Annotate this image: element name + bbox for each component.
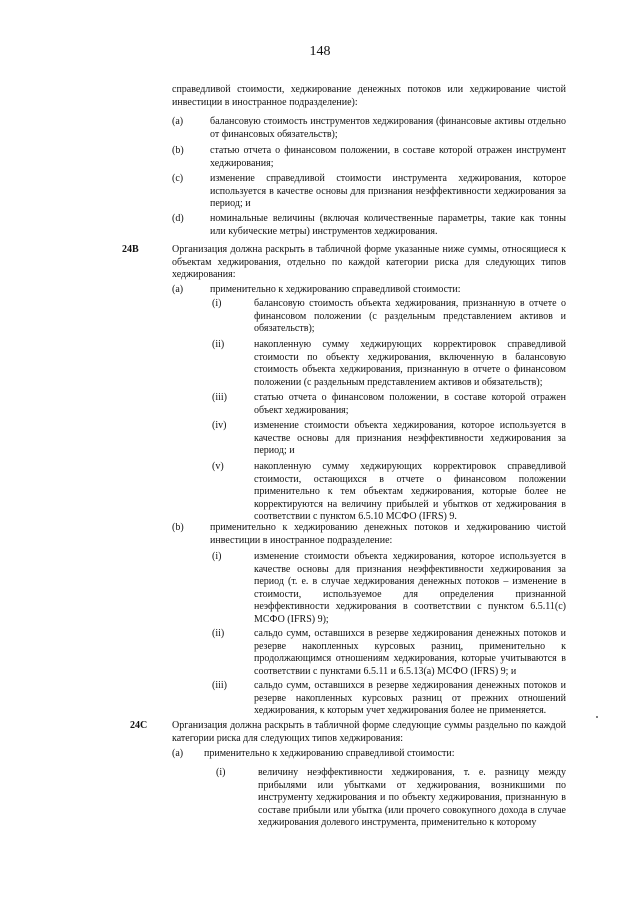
p24b-a-item-iii: статью отчета о финансовом положении, в составе которой отражен объект хеджирования;	[254, 392, 566, 416]
p24b-a-label-ii: (ii)	[212, 339, 225, 350]
p24b-item-b: применительно к хеджированию денежных потоков и хеджированию чистой инвестиции в иностранное подразделение:	[210, 522, 566, 546]
list1-item-c: изменение справедливой стоимости инструмента хеджирования, которое используется в качестве основы для признания неэффективности хеджирования за период; и	[210, 173, 566, 209]
paragraph-number-24b: 24B	[122, 244, 139, 255]
p24b-b-item-ii: сальдо сумм, оставшихся в резерве хеджирования денежных потоков и резерве накопленных курсовых разниц, применительно к продолжающимся отношениям хеджирования, которые учитываются в соответствии с пунктами 6.5.11 и 6.5.13(a) МСФО (IFRS) 9; и	[254, 628, 566, 677]
p24b-a-label-i: (i)	[212, 298, 222, 309]
p24b-label-b: (b)	[172, 522, 184, 533]
list1-item-d: номинальные величины (включая количественные параметры, такие как тонны или кубические метры) инструментов хеджирования.	[210, 213, 566, 237]
list1-label-a: (a)	[172, 116, 184, 127]
p24b-item-a: применительно к хеджированию справедливой стоимости:	[210, 284, 461, 295]
paragraph-24c: Организация должна раскрыть в табличной форме следующие суммы раздельно по каждой категории риска для следующих типов хеджирования:	[172, 720, 566, 744]
list1-label-c: (c)	[172, 173, 184, 184]
list1-item-b: статью отчета о финансовом положении, в составе которой отражен инструмент хеджирования;	[210, 145, 566, 169]
paragraph-24b: Организация должна раскрыть в табличной форме указанные ниже суммы, относящиеся к объектам хеджирования, отдельно по каждой категории риска для следующих типов хеджирования:	[172, 244, 566, 280]
p24c-label-a: (a)	[172, 748, 184, 759]
p24b-label-a: (a)	[172, 284, 184, 295]
p24b-b-item-iii: сальдо сумм, оставшихся в резерве хеджирования денежных потоков и резерве накопленных курсовых разниц от прежних отношений хеджирования, к которым учет хеджирования более не применяется.	[254, 680, 566, 716]
p24b-b-item-i: изменение стоимости объекта хеджирования, которое используется в качестве основы для признания неэффективности хеджирования за период (т. е. в случае хеджирования денежных потоков – изменение в стоимости, используемое для определения признанной неэффективности хеджирования в соответствии с пунктом 6.5.11(c) МСФО (IFRS) 9);	[254, 551, 566, 625]
list1-label-b: (b)	[172, 145, 184, 156]
page-number: 148	[309, 44, 331, 59]
p24b-a-label-v: (v)	[212, 461, 224, 472]
p24b-b-label-iii: (iii)	[212, 680, 227, 691]
p24c-item-a: применительно к хеджированию справедливой стоимости:	[204, 748, 455, 759]
paragraph-number-24c: 24C	[130, 720, 148, 731]
p24b-a-item-ii: накопленную сумму хеджирующих корректировок справедливой стоимости по объекту хеджирования, включенную в балансовую стоимость объекта хеджирования, признанную в отчете о финансовом положении (с раздельным представлением активов и обязательств);	[254, 339, 566, 388]
p24b-a-item-i: балансовую стоимость объекта хеджирования, признанную в отчете о финансовом положении (с раздельным представлением активов и обязательств);	[254, 298, 566, 334]
p24b-b-label-ii: (ii)	[212, 628, 225, 639]
p24b-a-label-iii: (iii)	[212, 392, 227, 403]
p24c-a-item-i: величину неэффективности хеджирования, т. е. разницу между прибылями или убытками от хеджирования, возникшими по инструменту хеджирования и по объекту хеджирования, признанную в составе прибыли или убытка (или прочего совокупного дохода в случае хеджирования долевого инструмента, применительно к которому	[258, 767, 566, 828]
p24c-a-label-i: (i)	[216, 767, 226, 778]
p24b-a-item-iv: изменение стоимости объекта хеджирования, которое используется в качестве основы для признания неэффективности хеджирования за период; и	[254, 420, 566, 456]
scan-speck	[596, 716, 598, 718]
list1-label-d: (d)	[172, 213, 184, 224]
intro-paragraph: справедливой стоимости, хеджирование денежных потоков или хеджирование чистой инвестиции в иностранное подразделение):	[172, 84, 566, 108]
p24b-b-label-i: (i)	[212, 551, 222, 562]
p24b-a-label-iv: (iv)	[212, 420, 227, 431]
list1-item-a: балансовую стоимость инструментов хеджирования (финансовые активы отдельно от финансовых обязательств);	[210, 116, 566, 140]
p24b-a-item-v: накопленную сумму хеджирующих корректировок справедливой стоимости, остающихся в отчете о финансовом положении применительно к тем объектам хеджирования, которые более не корректируются на величину прибылей и убытков от хеджирования в соответствии с пунктом 6.5.10 МСФО (IFRS) 9.	[254, 461, 566, 522]
